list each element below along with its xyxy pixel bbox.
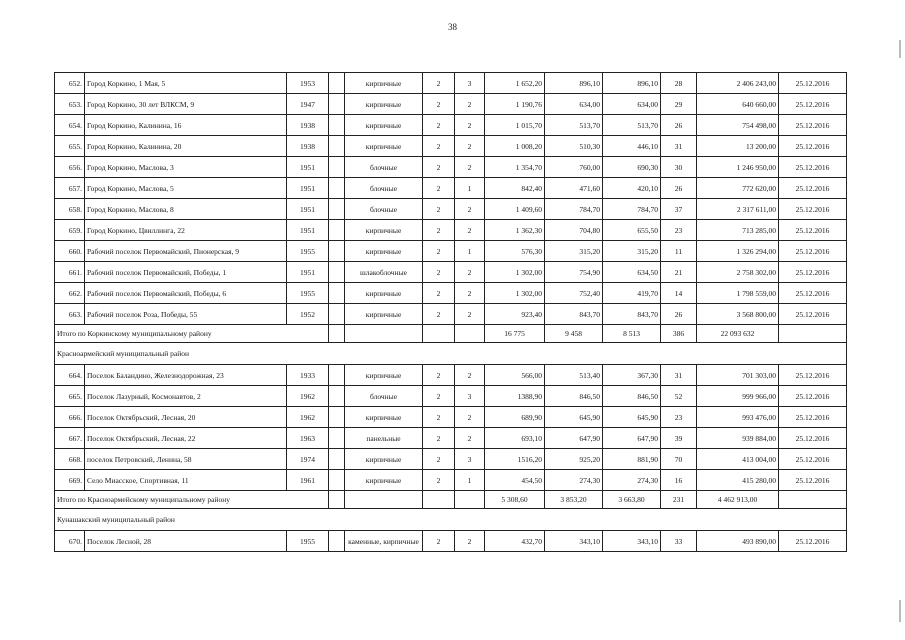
- date-cell: 25.12.2016: [779, 407, 847, 428]
- floors-cell: 2: [423, 73, 455, 94]
- address-cell: Город Коркино, Маслова, 3: [85, 157, 287, 178]
- living-area-cell: 846,50: [545, 386, 603, 407]
- table-row: [55, 386, 847, 407]
- table-row: [55, 199, 847, 220]
- address-cell: Город Коркино, 30 лет ВЛКСМ, 9: [85, 94, 287, 115]
- entrances-cell: 2: [455, 283, 485, 304]
- date-cell: 25.12.2016: [779, 136, 847, 157]
- blank-cell: [329, 136, 345, 157]
- cost-sum: 22 093 632: [697, 325, 779, 343]
- row-number: 656.: [55, 157, 85, 178]
- residents-cell: 28: [661, 73, 697, 94]
- entrances-cell: 3: [455, 449, 485, 470]
- row-number: 653.: [55, 94, 85, 115]
- residential-area-cell: 896,10: [603, 73, 661, 94]
- living-area-cell: 752,40: [545, 283, 603, 304]
- year-cell: 1974: [287, 449, 329, 470]
- total-area-cell: 1516,20: [485, 449, 545, 470]
- blank-cell: [329, 199, 345, 220]
- cost-cell: 713 285,00: [697, 220, 779, 241]
- blank-cell: [329, 407, 345, 428]
- floors-cell: 2: [423, 407, 455, 428]
- wall-material-cell: панельные: [345, 428, 423, 449]
- total-area-cell: 576,30: [485, 241, 545, 262]
- address-cell: Рабочий поселок Роза, Победы, 55: [85, 304, 287, 325]
- cost-sum: 4 462 913,00: [697, 491, 779, 509]
- row-number: 655.: [55, 136, 85, 157]
- date-cell: 25.12.2016: [779, 157, 847, 178]
- row-number: 664.: [55, 365, 85, 386]
- table-row: [55, 136, 847, 157]
- entrances-cell: 2: [455, 428, 485, 449]
- address-cell: Город Коркино, Маслова, 5: [85, 178, 287, 199]
- blank-cell: [329, 365, 345, 386]
- table-row: [55, 531, 847, 552]
- blank-cell: [329, 386, 345, 407]
- row-number: 667.: [55, 428, 85, 449]
- address-cell: Город Коркино, Калинина, 20: [85, 136, 287, 157]
- cost-cell: 493 890,00: [697, 531, 779, 552]
- address-cell: Поселок Октябрьский, Лесная, 22: [85, 428, 287, 449]
- blank-cell: [345, 325, 423, 343]
- residents-sum: 386: [661, 325, 697, 343]
- table-row: [55, 365, 847, 386]
- residents-cell: 52: [661, 386, 697, 407]
- total-area-cell: 454,50: [485, 470, 545, 491]
- year-cell: 1951: [287, 157, 329, 178]
- blank-cell: [329, 241, 345, 262]
- housing-registry-table: [54, 72, 847, 552]
- entrances-cell: 2: [455, 304, 485, 325]
- table-row: [55, 157, 847, 178]
- floors-cell: 2: [423, 115, 455, 136]
- living-area-sum: 9 458: [545, 325, 603, 343]
- section-header-row: [55, 343, 847, 365]
- residents-cell: 70: [661, 449, 697, 470]
- residential-area-sum: 8 513: [603, 325, 661, 343]
- floors-cell: 2: [423, 262, 455, 283]
- residential-area-cell: 343,10: [603, 531, 661, 552]
- residents-cell: 37: [661, 199, 697, 220]
- date-cell: 25.12.2016: [779, 470, 847, 491]
- cost-cell: 999 966,00: [697, 386, 779, 407]
- row-number: 660.: [55, 241, 85, 262]
- date-cell: 25.12.2016: [779, 386, 847, 407]
- living-area-cell: 896,10: [545, 73, 603, 94]
- row-number: 654.: [55, 115, 85, 136]
- date-cell: 25.12.2016: [779, 199, 847, 220]
- blank-cell: [779, 491, 847, 509]
- entrances-cell: 2: [455, 262, 485, 283]
- blank-cell: [345, 491, 423, 509]
- blank-cell: [329, 262, 345, 283]
- total-area-cell: 1 190,76: [485, 94, 545, 115]
- residential-area-cell: 881,90: [603, 449, 661, 470]
- scan-edge-mark: [899, 600, 901, 622]
- section-title: Кунашакский муниципальный район: [55, 509, 847, 531]
- table-row: [55, 304, 847, 325]
- blank-cell: [455, 325, 485, 343]
- living-area-cell: 274,30: [545, 470, 603, 491]
- residents-cell: 21: [661, 262, 697, 283]
- floors-cell: 2: [423, 470, 455, 491]
- row-number: 663.: [55, 304, 85, 325]
- page-number: 38: [448, 22, 457, 32]
- row-number: 657.: [55, 178, 85, 199]
- entrances-cell: 3: [455, 73, 485, 94]
- living-area-cell: 784,70: [545, 199, 603, 220]
- entrances-cell: 2: [455, 220, 485, 241]
- living-area-cell: 843,70: [545, 304, 603, 325]
- row-number: 659.: [55, 220, 85, 241]
- row-number: 662.: [55, 283, 85, 304]
- cost-cell: 701 303,00: [697, 365, 779, 386]
- floors-cell: 2: [423, 531, 455, 552]
- table-row: [55, 407, 847, 428]
- date-cell: 25.12.2016: [779, 178, 847, 199]
- wall-material-cell: кирпичные: [345, 283, 423, 304]
- address-cell: Поселок Октябрьский, Лесная, 20: [85, 407, 287, 428]
- floors-cell: 2: [423, 94, 455, 115]
- wall-material-cell: кирпичные: [345, 73, 423, 94]
- residential-area-cell: 513,70: [603, 115, 661, 136]
- total-area-cell: 693,10: [485, 428, 545, 449]
- address-cell: Село Миасское, Спортивная, 11: [85, 470, 287, 491]
- date-cell: 25.12.2016: [779, 262, 847, 283]
- address-cell: Поселок Баландино, Железнодорожная, 23: [85, 365, 287, 386]
- cost-cell: 2 758 302,00: [697, 262, 779, 283]
- row-number: 668.: [55, 449, 85, 470]
- year-cell: 1955: [287, 241, 329, 262]
- registry-body: [55, 73, 847, 552]
- total-area-cell: 566,00: [485, 365, 545, 386]
- residents-cell: 11: [661, 241, 697, 262]
- residents-cell: 29: [661, 94, 697, 115]
- date-cell: 25.12.2016: [779, 449, 847, 470]
- blank-cell: [329, 531, 345, 552]
- cost-cell: 1 326 294,00: [697, 241, 779, 262]
- wall-material-cell: кирпичные: [345, 304, 423, 325]
- date-cell: 25.12.2016: [779, 283, 847, 304]
- address-cell: Город Коркино, Цвиллинга, 22: [85, 220, 287, 241]
- table-row: [55, 283, 847, 304]
- table-row: [55, 470, 847, 491]
- residential-area-cell: 655,50: [603, 220, 661, 241]
- living-area-cell: 471,60: [545, 178, 603, 199]
- floors-cell: 2: [423, 283, 455, 304]
- year-cell: 1938: [287, 136, 329, 157]
- residents-sum: 231: [661, 491, 697, 509]
- entrances-cell: 1: [455, 470, 485, 491]
- date-cell: 25.12.2016: [779, 73, 847, 94]
- floors-cell: 2: [423, 428, 455, 449]
- total-area-cell: 1 409,60: [485, 199, 545, 220]
- year-cell: 1951: [287, 199, 329, 220]
- entrances-cell: 2: [455, 157, 485, 178]
- row-number: 666.: [55, 407, 85, 428]
- scan-edge-mark: [899, 40, 901, 58]
- row-number: 669.: [55, 470, 85, 491]
- residential-area-cell: 274,30: [603, 470, 661, 491]
- address-cell: Город Коркино, 1 Мая, 5: [85, 73, 287, 94]
- blank-cell: [329, 325, 345, 343]
- residents-cell: 23: [661, 407, 697, 428]
- section-header-row: [55, 509, 847, 531]
- year-cell: 1963: [287, 428, 329, 449]
- year-cell: 1952: [287, 304, 329, 325]
- residential-area-cell: 419,70: [603, 283, 661, 304]
- date-cell: 25.12.2016: [779, 115, 847, 136]
- floors-cell: 2: [423, 304, 455, 325]
- total-area-cell: 1388,90: [485, 386, 545, 407]
- wall-material-cell: каменные, кирпичные: [345, 531, 423, 552]
- living-area-cell: 513,40: [545, 365, 603, 386]
- year-cell: 1955: [287, 531, 329, 552]
- wall-material-cell: кирпичные: [345, 94, 423, 115]
- wall-material-cell: кирпичные: [345, 220, 423, 241]
- residents-cell: 26: [661, 304, 697, 325]
- row-number: 652.: [55, 73, 85, 94]
- living-area-cell: 315,20: [545, 241, 603, 262]
- floors-cell: 2: [423, 157, 455, 178]
- blank-cell: [329, 157, 345, 178]
- table-row: [55, 178, 847, 199]
- residents-cell: 31: [661, 365, 697, 386]
- cost-cell: 1 246 950,00: [697, 157, 779, 178]
- cost-cell: 939 884,00: [697, 428, 779, 449]
- entrances-cell: 2: [455, 115, 485, 136]
- cost-cell: 413 004,00: [697, 449, 779, 470]
- wall-material-cell: кирпичные: [345, 365, 423, 386]
- wall-material-cell: кирпичные: [345, 407, 423, 428]
- blank-cell: [423, 491, 455, 509]
- floors-cell: 2: [423, 365, 455, 386]
- residential-area-cell: 446,10: [603, 136, 661, 157]
- cost-cell: 415 280,00: [697, 470, 779, 491]
- date-cell: 25.12.2016: [779, 365, 847, 386]
- residential-area-cell: 647,90: [603, 428, 661, 449]
- year-cell: 1933: [287, 365, 329, 386]
- year-cell: 1951: [287, 262, 329, 283]
- residential-area-cell: 784,70: [603, 199, 661, 220]
- blank-cell: [329, 283, 345, 304]
- residents-cell: 26: [661, 178, 697, 199]
- year-cell: 1951: [287, 220, 329, 241]
- residential-area-cell: 690,30: [603, 157, 661, 178]
- entrances-cell: 2: [455, 531, 485, 552]
- residents-cell: 33: [661, 531, 697, 552]
- total-area-cell: 1 354,70: [485, 157, 545, 178]
- cost-cell: 3 568 800,00: [697, 304, 779, 325]
- wall-material-cell: шлакоблочные: [345, 262, 423, 283]
- date-cell: 25.12.2016: [779, 220, 847, 241]
- table-row: [55, 262, 847, 283]
- residential-area-cell: 367,30: [603, 365, 661, 386]
- table-row: [55, 241, 847, 262]
- entrances-cell: 3: [455, 386, 485, 407]
- residential-area-cell: 634,00: [603, 94, 661, 115]
- floors-cell: 2: [423, 136, 455, 157]
- blank-cell: [329, 428, 345, 449]
- blank-cell: [329, 491, 345, 509]
- wall-material-cell: блочные: [345, 386, 423, 407]
- year-cell: 1962: [287, 407, 329, 428]
- living-area-cell: 343,10: [545, 531, 603, 552]
- residential-area-cell: 420,10: [603, 178, 661, 199]
- wall-material-cell: блочные: [345, 157, 423, 178]
- address-cell: Город Коркино, Калинина, 16: [85, 115, 287, 136]
- living-area-sum: 3 853,20: [545, 491, 603, 509]
- table-row: [55, 115, 847, 136]
- blank-cell: [329, 449, 345, 470]
- total-area-cell: 1 302,00: [485, 283, 545, 304]
- total-label: Итого по Коркинскому муниципальному району: [55, 325, 329, 343]
- floors-cell: 2: [423, 386, 455, 407]
- address-cell: Поселок Лесной, 28: [85, 531, 287, 552]
- total-area-cell: 842,40: [485, 178, 545, 199]
- floors-cell: 2: [423, 178, 455, 199]
- blank-cell: [329, 94, 345, 115]
- year-cell: 1962: [287, 386, 329, 407]
- address-cell: поселок Петровский, Ленина, 58: [85, 449, 287, 470]
- total-area-cell: 1 362,30: [485, 220, 545, 241]
- total-area-cell: 689,90: [485, 407, 545, 428]
- cost-cell: 640 660,00: [697, 94, 779, 115]
- blank-cell: [329, 470, 345, 491]
- residential-area-cell: 315,20: [603, 241, 661, 262]
- residents-cell: 14: [661, 283, 697, 304]
- date-cell: 25.12.2016: [779, 428, 847, 449]
- address-cell: Поселок Лазурный, Космонавтов, 2: [85, 386, 287, 407]
- date-cell: 25.12.2016: [779, 304, 847, 325]
- table-row: [55, 428, 847, 449]
- residential-area-cell: 634,50: [603, 262, 661, 283]
- cost-cell: 754 498,00: [697, 115, 779, 136]
- residents-cell: 16: [661, 470, 697, 491]
- living-area-cell: 760,00: [545, 157, 603, 178]
- residential-area-sum: 3 663,80: [603, 491, 661, 509]
- total-area-cell: 923,40: [485, 304, 545, 325]
- row-number: 670.: [55, 531, 85, 552]
- floors-cell: 2: [423, 220, 455, 241]
- living-area-cell: 510,30: [545, 136, 603, 157]
- blank-cell: [329, 304, 345, 325]
- total-area-sum: 5 308,60: [485, 491, 545, 509]
- total-area-cell: 1 008,20: [485, 136, 545, 157]
- total-area-cell: 1 015,70: [485, 115, 545, 136]
- entrances-cell: 2: [455, 94, 485, 115]
- living-area-cell: 634,00: [545, 94, 603, 115]
- table-row: [55, 449, 847, 470]
- total-label: Итого по Красноармейскому муниципальному району: [55, 491, 329, 509]
- address-cell: Рабочий поселок Первомайский, Победы, 6: [85, 283, 287, 304]
- total-area-sum: 16 775: [485, 325, 545, 343]
- cost-cell: 993 476,00: [697, 407, 779, 428]
- table-row: [55, 94, 847, 115]
- wall-material-cell: кирпичные: [345, 470, 423, 491]
- floors-cell: 2: [423, 199, 455, 220]
- living-area-cell: 645,90: [545, 407, 603, 428]
- cost-cell: 772 620,00: [697, 178, 779, 199]
- wall-material-cell: кирпичные: [345, 115, 423, 136]
- wall-material-cell: кирпичные: [345, 449, 423, 470]
- section-title: Красноармейский муниципальный район: [55, 343, 847, 365]
- entrances-cell: 2: [455, 199, 485, 220]
- address-cell: Город Коркино, Маслова, 8: [85, 199, 287, 220]
- cost-cell: 1 798 559,00: [697, 283, 779, 304]
- total-area-cell: 1 302,00: [485, 262, 545, 283]
- total-row: [55, 491, 847, 509]
- residents-cell: 26: [661, 115, 697, 136]
- year-cell: 1955: [287, 283, 329, 304]
- residents-cell: 23: [661, 220, 697, 241]
- wall-material-cell: кирпичные: [345, 136, 423, 157]
- blank-cell: [455, 491, 485, 509]
- living-area-cell: 513,70: [545, 115, 603, 136]
- residential-area-cell: 645,90: [603, 407, 661, 428]
- entrances-cell: 1: [455, 178, 485, 199]
- date-cell: 25.12.2016: [779, 94, 847, 115]
- total-area-cell: 432,70: [485, 531, 545, 552]
- blank-cell: [423, 325, 455, 343]
- address-cell: Рабочий поселок Первомайский, Победы, 1: [85, 262, 287, 283]
- cost-cell: 2 406 243,00: [697, 73, 779, 94]
- residents-cell: 39: [661, 428, 697, 449]
- blank-cell: [779, 325, 847, 343]
- living-area-cell: 704,80: [545, 220, 603, 241]
- total-row: [55, 325, 847, 343]
- blank-cell: [329, 220, 345, 241]
- row-number: 665.: [55, 386, 85, 407]
- floors-cell: 2: [423, 449, 455, 470]
- date-cell: 25.12.2016: [779, 241, 847, 262]
- year-cell: 1961: [287, 470, 329, 491]
- blank-cell: [329, 178, 345, 199]
- blank-cell: [329, 115, 345, 136]
- cost-cell: 13 200,00: [697, 136, 779, 157]
- wall-material-cell: кирпичные: [345, 241, 423, 262]
- floors-cell: 2: [423, 241, 455, 262]
- residential-area-cell: 846,50: [603, 386, 661, 407]
- residents-cell: 31: [661, 136, 697, 157]
- living-area-cell: 647,90: [545, 428, 603, 449]
- date-cell: 25.12.2016: [779, 531, 847, 552]
- row-number: 661.: [55, 262, 85, 283]
- entrances-cell: 2: [455, 407, 485, 428]
- living-area-cell: 925,20: [545, 449, 603, 470]
- entrances-cell: 1: [455, 241, 485, 262]
- year-cell: 1951: [287, 178, 329, 199]
- living-area-cell: 754,90: [545, 262, 603, 283]
- table-row: [55, 220, 847, 241]
- residential-area-cell: 843,70: [603, 304, 661, 325]
- year-cell: 1938: [287, 115, 329, 136]
- residents-cell: 30: [661, 157, 697, 178]
- cost-cell: 2 317 611,00: [697, 199, 779, 220]
- table-row: [55, 73, 847, 94]
- entrances-cell: 2: [455, 136, 485, 157]
- year-cell: 1953: [287, 73, 329, 94]
- address-cell: Рабочий поселок Первомайский, Пионерская, 9: [85, 241, 287, 262]
- year-cell: 1947: [287, 94, 329, 115]
- row-number: 658.: [55, 199, 85, 220]
- wall-material-cell: блочные: [345, 178, 423, 199]
- blank-cell: [329, 73, 345, 94]
- total-area-cell: 1 652,20: [485, 73, 545, 94]
- entrances-cell: 2: [455, 365, 485, 386]
- wall-material-cell: блочные: [345, 199, 423, 220]
